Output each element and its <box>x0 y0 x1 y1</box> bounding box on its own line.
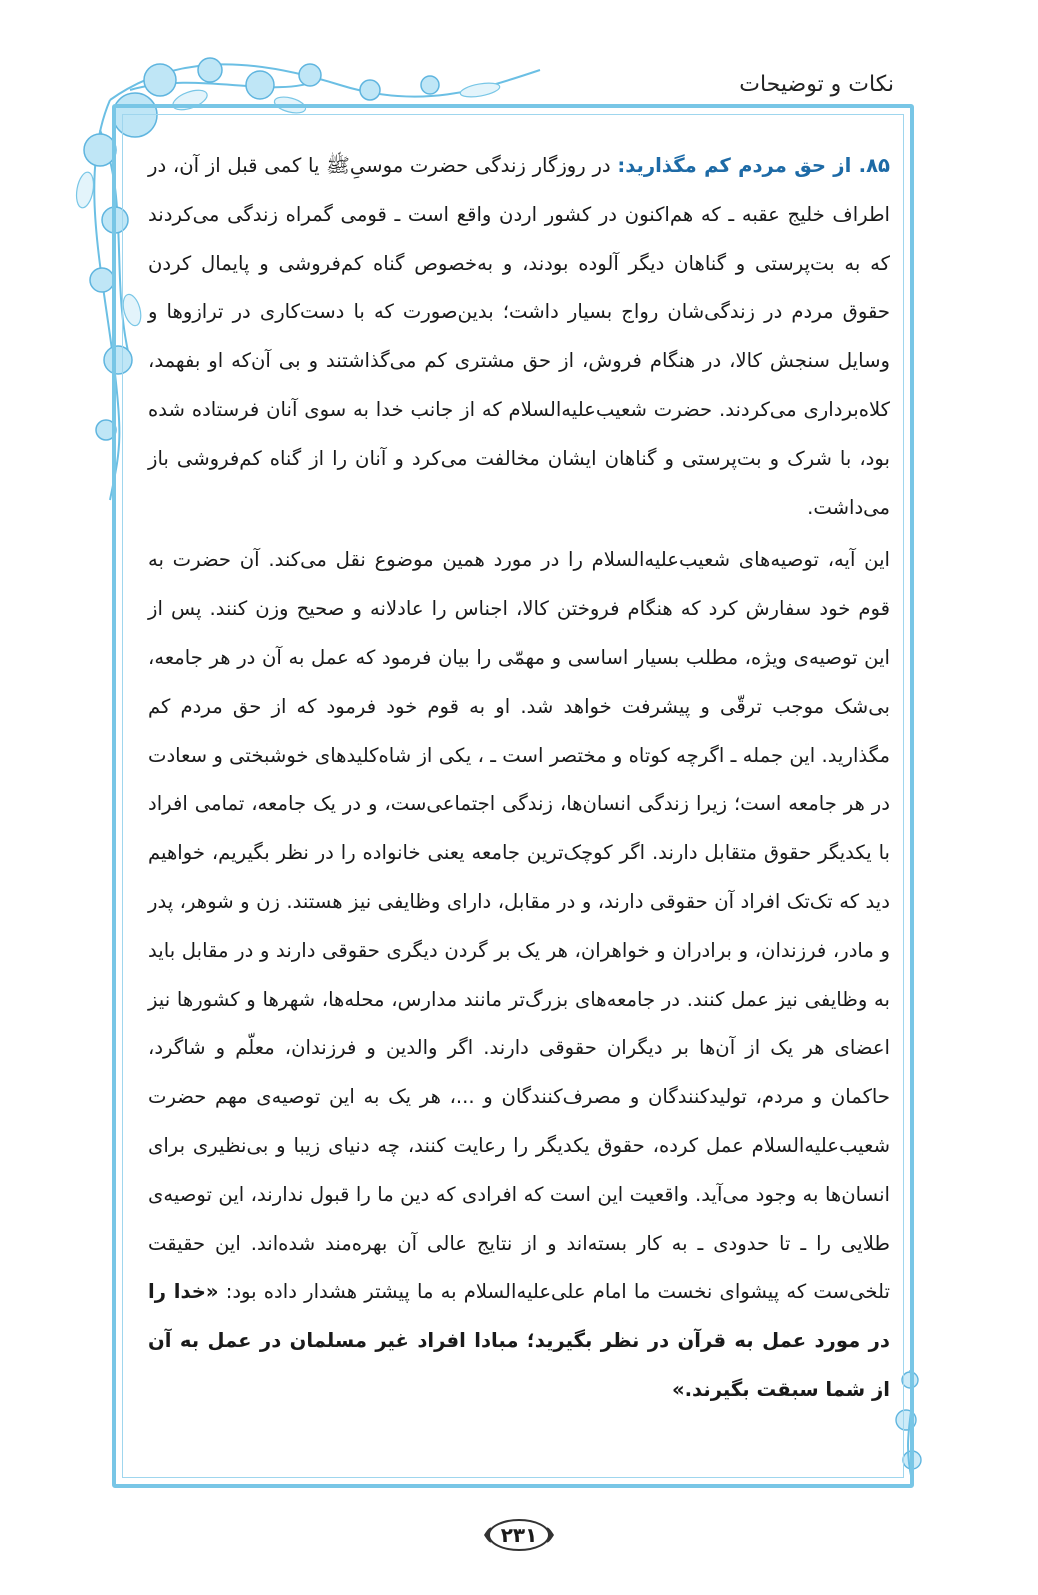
content-body <box>148 142 890 1415</box>
paragraph-2-text: این آیه، توصیه‌های شعیب‌علیه‌السلام را در مورد همین موضوع نقل می‌کند. آن حضرت به قوم خود سفارش کرد که هنگام فروختن کالا، اجناس را عادلانه و صحیح وزن کنند. پس از این توصیه‌ی ویژه، مطلب بسیار اساسی و مهمّی را بیان فرمود که عمل به آن در هر جامعه، بی‌شک موجب ترقّی و پیشرفت خواهد شد. او به قوم خود فرمود که از حق مردم کم مگذارید. این جمله ـ اگرچه کوتاه و مختصر است ـ ، یکی از شاه‌کلیدهای خوشبختی و سعادت در هر جامعه است؛ زیرا زندگی انسان‌ها، زندگی اجتماعی‌ست، و در یک جامعه، تمامی افراد با یکدیگر حقوق متقابل دارند. اگر کوچک‌ترین جامعه یعنی خانواده را در نظر بگیریم، خواهیم دید که تک‌تک افراد آن حقوقی دارند، و در مقابل، دارای وظایفی نیز هستند. زن و شوهر، پدر و مادر، فرزندان، و برادران و خواهران، هر یک بر گردن دیگری حقوقی دارند و در مقابل باید به وظایفی نیز عمل کنند. در جامعه‌های بزرگ‌تر مانند مدارس، محله‌ها، شهرها و کشورها نیز اعضای هر یک از آن‌ها بر دیگران حقوقی دارند. اگر والدین و فرزندان، معلّم و شاگرد، حاکمان و مردم، تولیدکنندگان و مصرف‌کنندگان و ...، هر یک به این توصیه‌ی مهم حضرت شعیب‌علیه‌السلام عمل کرده، حقوق یکدیگر را رعایت کنند، چه دنیای زیبا و بی‌نظیری برای انسان‌ها به وجود می‌آید. واقعیت این است که افرادی که دین ما را قبول ندارند، این توصیه‌ی طلایی را ـ تا حدودی ـ به کار بسته‌اند و از نتایج عالی آن بهره‌مند شده‌اند. این حقیقت تلخی‌ست که پیشوای نخست ما امام علی‌علیه‌السلام به ما پیشتر هشدار داده بود: <box>148 548 890 1304</box>
paragraph-1-text: در روزگار زندگی حضرت موسیِﷺ یا کمی قبل از آن، در اطراف خلیج عقبه ـ که هم‌اکنون در کشور اردن واقع است ـ قومی گمراه زندگی می‌کردند که به بت‌پرستی و گناهان دیگر آلوده بودند، و به‌خصوص گناه کم‌فروشی و پایمال کردن حقوق مردم در زندگی‌شان رواج بسیار داشت؛ بدین‌صورت که با دست‌کاری در ترازوها و وسایل سنجش کالا، در هنگام فروش، از حق مشتری کم می‌گذاشتند و بی آن‌که او بفهمد، کلاه‌برداری می‌کردند. حضرت شعیب‌علیه‌السلام که از جانب خدا به سوی آنان فرستاده شده بود، با شرک و بت‌پرستی و گناهان ایشان مخالفت می‌کرد و آنان را از گناه کم‌فروشی باز می‌داشت. <box>148 154 890 519</box>
page-number-badge <box>480 1515 558 1555</box>
section-title: ۸۵. از حق مردم کم مگذارید: <box>617 154 890 177</box>
imam-ali-quote: «خدا را در مورد عمل به قرآن در نظر بگیرید؛ مبادا افراد غیر مسلمان در عمل به آن از شما سبقت بگیرند.» <box>148 1280 890 1401</box>
paragraph-1 <box>148 142 890 532</box>
page-number: ۲۳۱ <box>500 1523 538 1547</box>
running-header: نکات و توضیحات <box>739 72 894 97</box>
paragraph-2 <box>148 536 890 1414</box>
